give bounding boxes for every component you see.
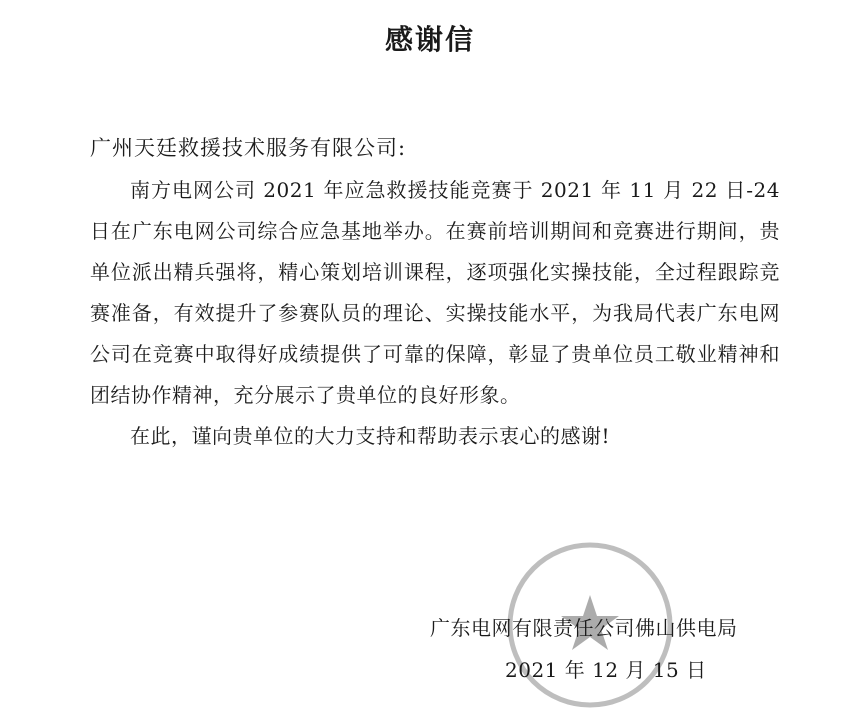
body-paragraph-1: 南方电网公司 2021 年应急救援技能竞赛于 2021 年 11 月 22 日-24 日在广东电网公司综合应急基地举办。在赛前培训期间和竞赛进行期间，贵单位派出精兵强将，精心策划培训课程，逐项强化实操技能，全过程跟踪竞赛准备，有效提升了参赛队员的理论、实操技能水平，为我局代表广东电网公司在竞赛中取得好成绩提供了可靠的保障，彰显了贵单位员工敬业精神和团结协作精神，充分展示了贵单位的良好形象。 [90, 178, 780, 407]
letter-body [90, 170, 780, 457]
letter-date: 2021 年 12 月 15 日 [505, 658, 707, 682]
body-paragraph-2: 在此，谨向贵单位的大力支持和帮助表示衷心的感谢! [130, 424, 611, 448]
salutation: 广州天廷救援技术服务有限公司: [90, 136, 407, 160]
letter-title: 感谢信 [384, 23, 475, 56]
signer-name: 广东电网有限责任公司佛山供电局 [430, 616, 738, 640]
